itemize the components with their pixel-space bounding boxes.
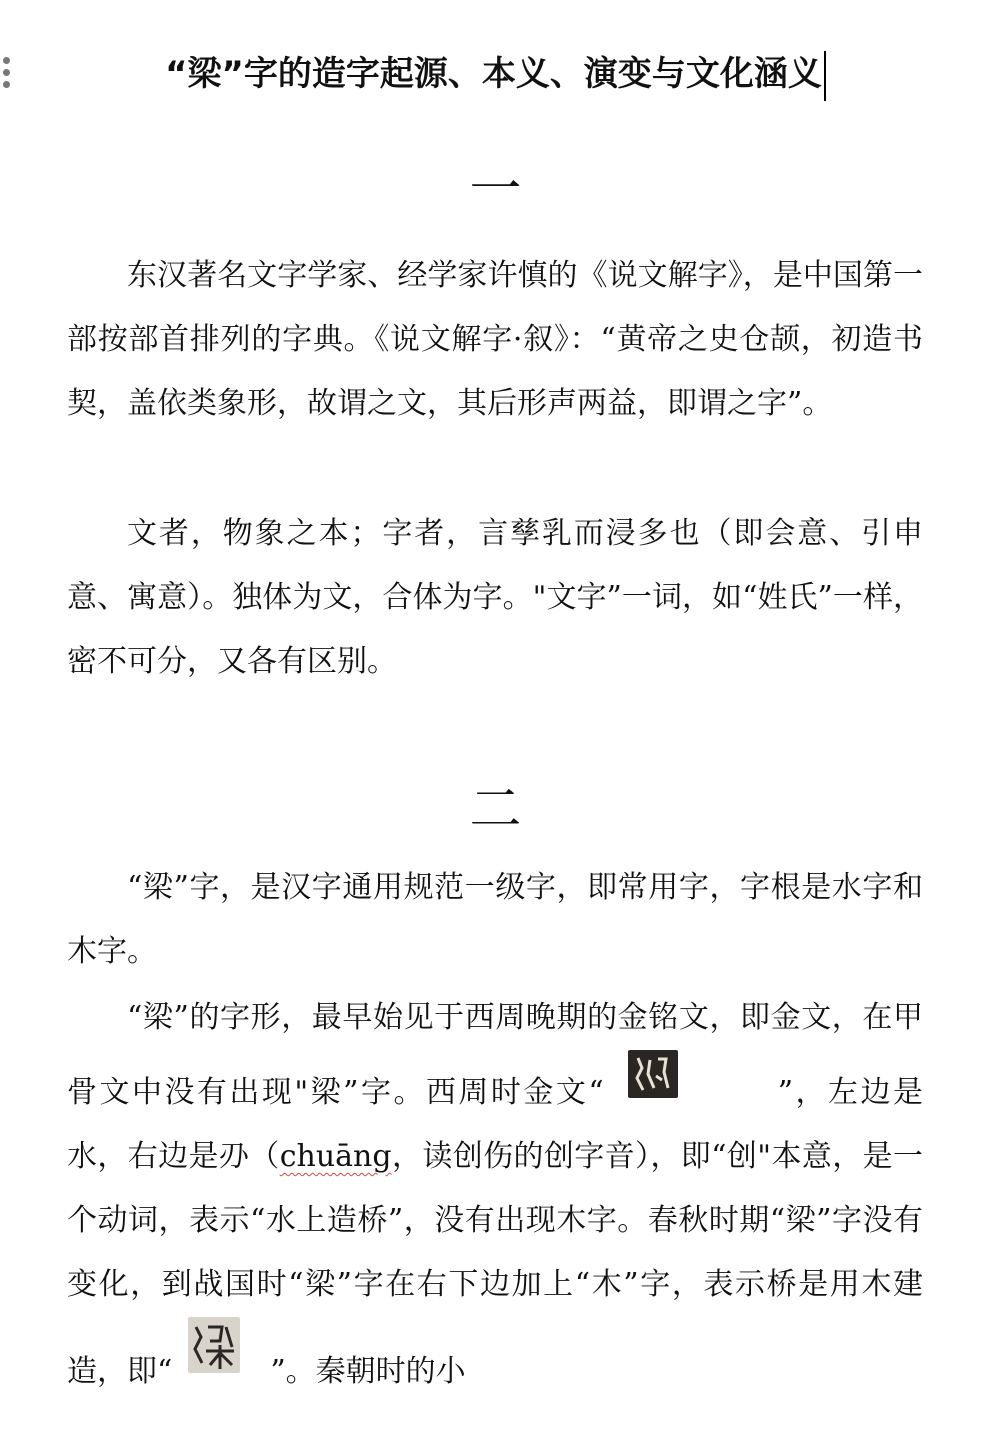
paragraph[interactable]: 东汉著名文字学家、经学家许慎的《说文解字》，是中国第一部按部首排列的字典。《说文解字·叙》：“黄帝之史仓颉，初造书契，盖依类象形，故谓之文，其后形声两益，即谓之字”。 [67, 258, 923, 421]
document-title[interactable] [0, 48, 991, 100]
paragraph[interactable]: 文者，物象之本；字者，言孳乳而浸多也（即会意、引申意、寓意）。独体为文，合体为字。"文字”一词，如“姓氏”一样，密不可分，又各有区别。 [67, 516, 923, 679]
paragraph-text: ，读创伤的创字音），即“创"本意，是一个动词，表示“水上造桥”，没有出现木字。春秋时期“梁”字没有变化，到战国时“梁”字在右下边加上“木”字，表示桥是用木建造，即“ [67, 1139, 924, 1389]
section-heading-2: 二 [469, 780, 522, 840]
section-heading-1: 一 [469, 160, 522, 220]
seal-glyph-image [188, 1317, 240, 1373]
paragraph[interactable]: “梁”字，是汉字通用规范一级字，即常用字，字根是水字和木字。 [67, 870, 923, 969]
paragraph-text: ”，左边是水，右边是刅（ [67, 1075, 923, 1174]
paragraph-text: ”。秦朝时的小 [270, 1354, 466, 1389]
text-cursor [824, 51, 826, 101]
paragraph-jinwen[interactable] [67, 986, 923, 1404]
document-title-text: “梁”字的造字起源、本义、演变与文化涵义 [165, 54, 822, 94]
paragraph-text: “梁”的字形，最早始见于西周晚期的金铭文，即金文，在甲骨文中没有出现"梁”字。西周时金文“ [67, 1000, 923, 1110]
pinyin-spellcheck-word[interactable]: chuāng [279, 1139, 392, 1174]
bronze-glyph-image [628, 1050, 678, 1098]
